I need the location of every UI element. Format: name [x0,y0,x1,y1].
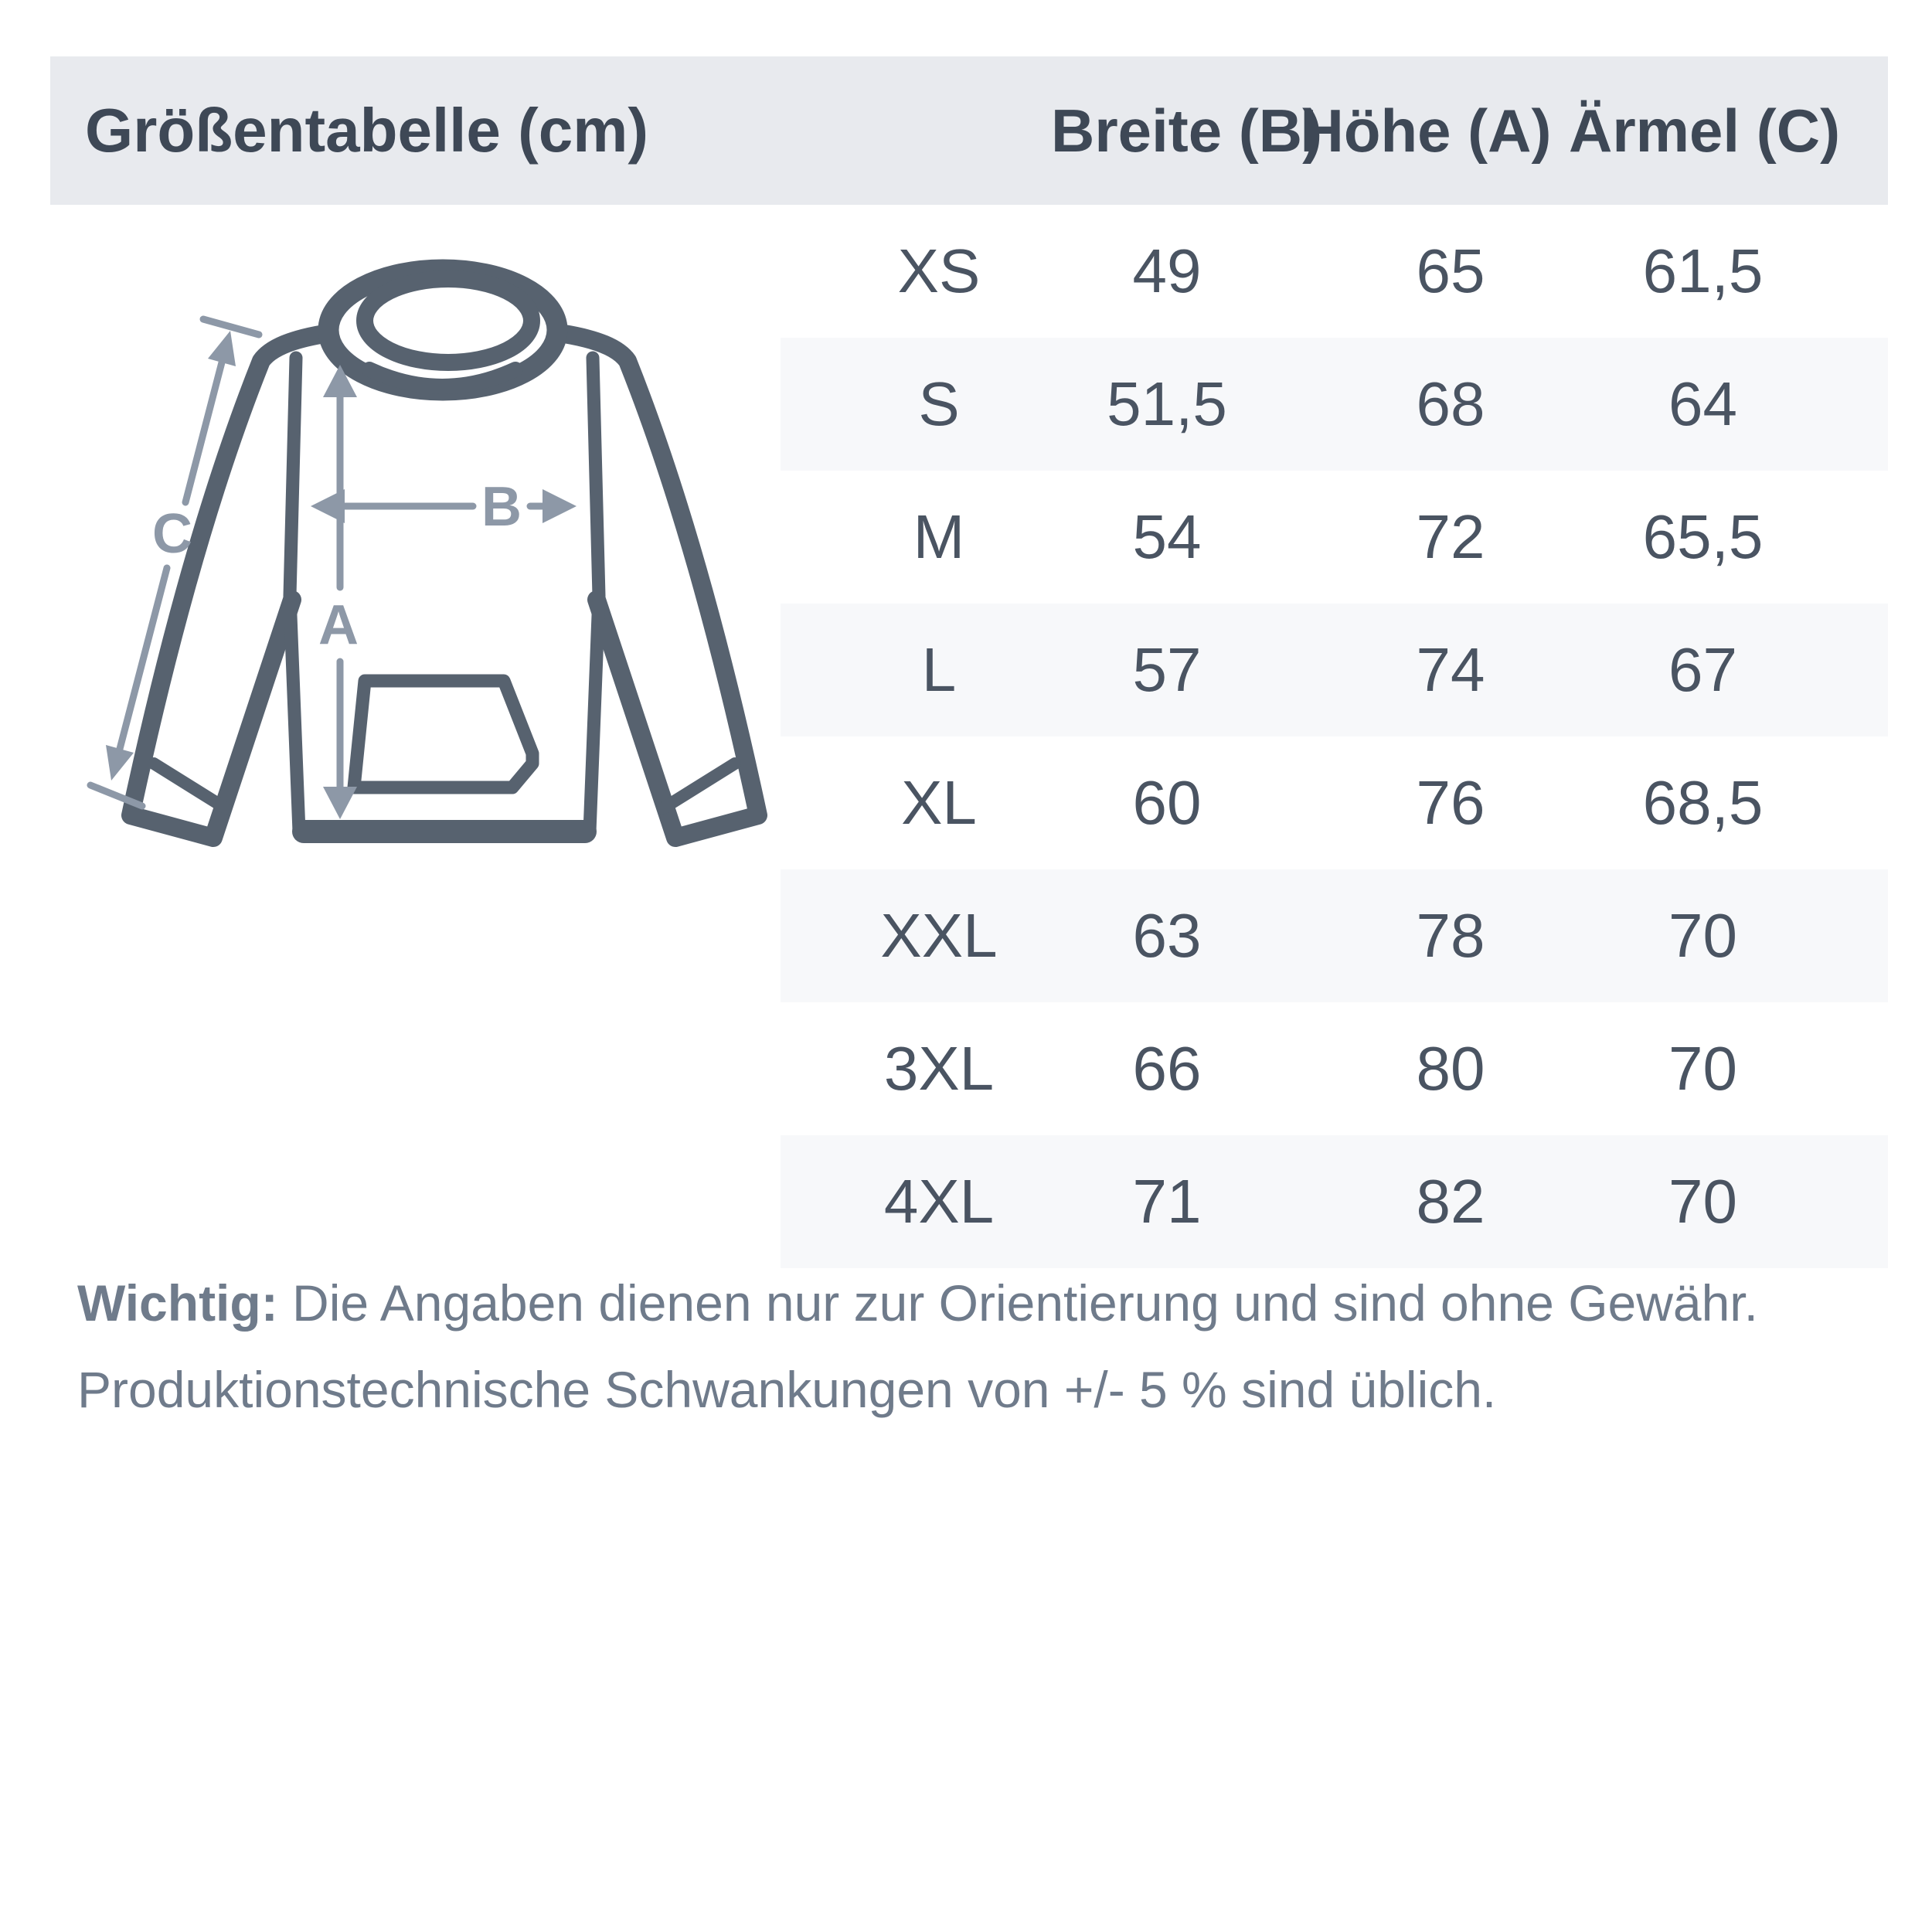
measure-tick-top [203,319,259,335]
hoodie-measurement-diagram [62,170,804,881]
disclaimer-line2: Produktionstechnische Schwankungen von +/- 5 % sind üblich. [77,1361,1497,1418]
column-header-hoehe: Höhe (A) [1300,96,1552,165]
breite-value: 51,5 [1107,369,1227,438]
size-label: XXL [880,901,998,970]
disclaimer-line1: Die Angaben dienen nur zur Orientierung und sind ohne Gewähr. [292,1274,1758,1332]
hoehe-value: 82 [1416,1167,1485,1236]
column-header-breite: Breite (B) [1051,96,1323,165]
breite-value: 71 [1132,1167,1202,1236]
table-row-s [781,338,1888,471]
size-table [781,205,1888,1268]
measure-arrow-b [311,476,577,538]
size-label: L [921,635,957,704]
hoehe-value: 76 [1416,768,1485,837]
breite-value: 66 [1132,1034,1202,1103]
page-title: Größentabelle (cm) [85,96,649,165]
aermel-value: 64 [1668,369,1737,438]
table-row-l [781,604,1888,736]
size-label: XS [897,236,981,305]
aermel-value: 65,5 [1642,502,1764,571]
hoehe-value: 80 [1416,1034,1485,1103]
hoodie-pocket [354,681,532,787]
breite-value: 60 [1132,768,1202,837]
hoodie-hood-inner [365,279,532,362]
breite-value: 54 [1132,502,1202,571]
arrow-down-icon [323,787,357,819]
aermel-value: 70 [1668,1167,1737,1236]
hoehe-value: 78 [1416,901,1485,970]
important-label: Wichtig: [77,1274,278,1332]
aermel-value: 70 [1668,1034,1737,1103]
breite-value: 49 [1132,236,1202,305]
aermel-value: 70 [1668,901,1737,970]
breite-value: 63 [1132,901,1202,970]
column-headers [1051,56,1888,205]
column-header-aermel: Ärmel (C) [1569,96,1841,165]
measure-arrow-c [90,319,259,806]
size-label: S [918,369,960,438]
hoodie-right-cuff-seam [663,764,735,808]
aermel-value: 67 [1668,635,1737,704]
hoehe-value: 72 [1416,502,1485,571]
hoodie-collar [369,369,515,386]
arrow-down-left-icon [106,745,134,781]
label-a: A [318,594,359,656]
table-row-3xl [781,1002,1888,1135]
aermel-value: 61,5 [1642,236,1764,305]
disclaimer-note [77,1260,1870,1433]
table-row-xl [781,736,1888,869]
size-label: 4XL [883,1167,995,1236]
size-label: XL [901,768,977,837]
hoodie-left-cuff-seam [154,764,226,808]
table-row-xxl [781,869,1888,1002]
hoehe-value: 68 [1416,369,1485,438]
hoehe-value: 65 [1416,236,1485,305]
breite-value: 57 [1132,635,1202,704]
aermel-value: 68,5 [1642,768,1764,837]
table-row-4xl [781,1135,1888,1268]
hoodie-diagram-svg [62,170,804,881]
hoehe-value: 74 [1416,635,1485,704]
arrow-up-left-icon [208,331,236,366]
arrow-left-icon [311,489,345,523]
label-c: C [152,503,192,565]
label-b: B [481,476,522,538]
size-label: M [913,502,965,571]
table-row-xs [781,205,1888,338]
arrow-right-icon [543,489,577,523]
table-row-m [781,471,1888,604]
size-label: 3XL [883,1034,995,1103]
